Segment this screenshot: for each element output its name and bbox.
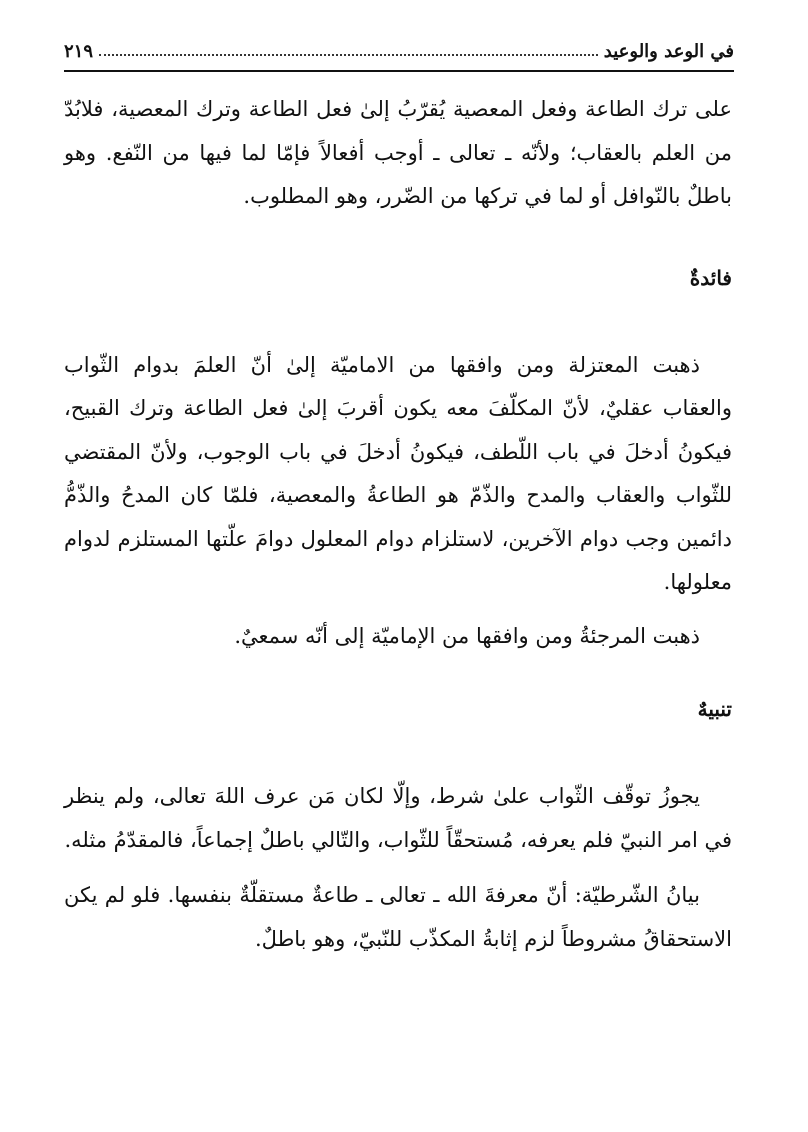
page-number: ٢١٩ [64,41,94,62]
paragraph-4: يجوزُ توقّف الثّواب علىٰ شرط، وإلّا لكان مَن عرف اللهَ تعالى، ولم ينظر في امر النبيّ فلم يعرفه، مُستحقّاً للثّواب، والتّالي باطلٌ إجماعاً، فالمقدّمُ مثله. [64,784,732,852]
running-header [64,30,734,62]
heading-faida: فائدةٌ [689,265,732,290]
paragraph-3: ذهبت المرجئةُ ومن وافقها من الإماميّة إلى أنّه سمعيٌ. [234,623,700,648]
paragraph-1: على ترك الطاعة وفعل المعصية يُقرّبُ إلىٰ فعل الطاعة وترك المعصية، فلابُدّ من العلم بالعقاب؛ ولأنّه ـ تعالى ـ أوجب أفعالاً فإمّا لما فيها من النّفع. وهو باطلٌ بالنّوافل أو لما في تركها من الضّرر، وهو المطلوب. [64,97,732,208]
heading-tanbih: تنبيهٌ [697,697,732,721]
paragraph-5: بيانُ الشّرطيّة: أنّ معرفةَ الله ـ تعالى ـ طاعةٌ مستقلّةٌ بنفسها. فلو لم يكن الاستحقاقُ مشروطاً لزم إثابةُ المكذّب للنّبيّ، وهو باطلٌ. [64,883,732,951]
page-body [64,88,732,961]
header-title: في الوعد والوعيد [603,41,734,62]
header-dot-leader [99,53,598,56]
header-rule [64,70,734,72]
paragraph-2: ذهبت المعتزلة ومن وافقها من الاماميّة إلىٰ أنّ العلمَ بدوام الثّواب والعقاب عقليٌ، لأنّ المكلّفَ معه يكون أقربَ إلىٰ فعل الطاعة وترك القبيح، فيكونُ أدخلَ في باب اللّطف، فيكونُ أدخلَ في باب الوجوب، ولأنّ المقتضي للثّواب والعقاب والمدح والذّمّ هو الطاعةُ والمعصية، فلمّا كان المدحُ والذّمُّ دائمين وجب دوام الآخرين، لاستلزام دوام المعلول دوامَ علّتها المستلزم لدوام معلولها. [64,352,732,594]
